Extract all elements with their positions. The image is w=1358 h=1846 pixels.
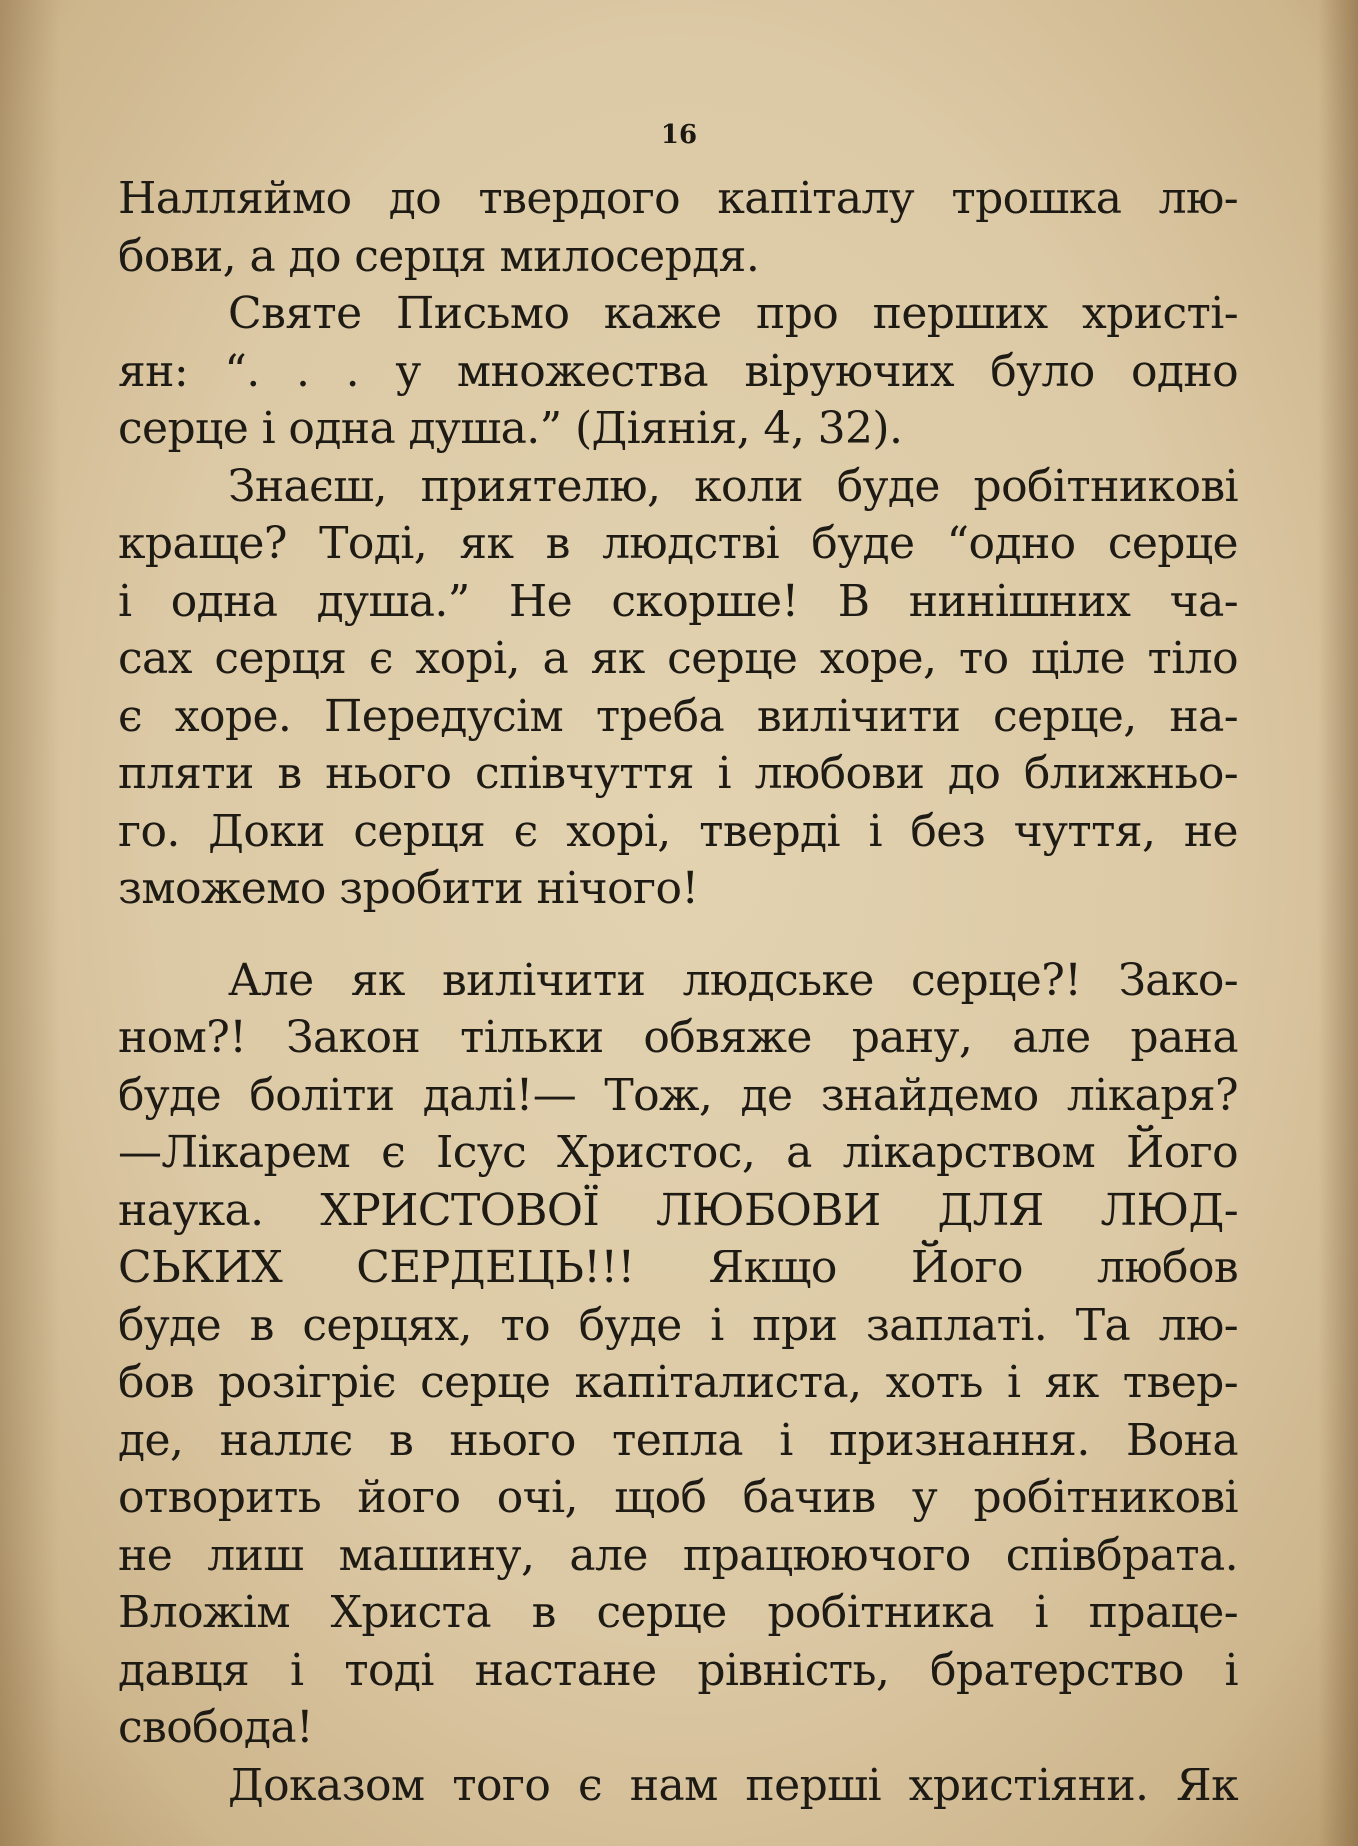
- text-line: Святе Письмо каже про перших христі-: [228, 288, 1238, 339]
- text-line: СЬКИХ СЕРДЕЦЬ!!! Якщо Його любов: [118, 1242, 1238, 1293]
- text-line: свобода!: [118, 1702, 314, 1753]
- text-line: бови, а до серця милосердя.: [118, 230, 760, 282]
- text-line: є хоре. Передусім треба вилічити серце, на-: [118, 690, 1238, 742]
- text-line: бов розігріє серце капіталиста, хоть і як твер-: [118, 1357, 1238, 1408]
- text-line: ян: “. . . у множества віруючих було одно: [118, 345, 1238, 397]
- text-line: —Лікарем є Ісус Христос, а лікарством Його: [118, 1127, 1238, 1178]
- text-line: буде боліти далі!— Тож, де знайдемо лікаря?: [118, 1069, 1238, 1121]
- text-line: не лиш машину, але працюючого співбрата.: [118, 1529, 1238, 1581]
- text-line: буде в серцях, то буде і при заплаті. Та лю-: [118, 1299, 1238, 1351]
- paragraph-gap: [118, 918, 1238, 952]
- body-text: [118, 170, 1238, 1814]
- text-line: Налляймо до твердого капіталу трошка лю-: [118, 173, 1238, 224]
- text-line: Знаєш, приятелю, коли буде робітникові: [228, 460, 1238, 512]
- text-line: Доказом того є нам перші христіяни. Як: [228, 1759, 1238, 1811]
- text-line: пляти в нього співчуття і любови до ближньо-: [118, 748, 1238, 799]
- text-line: ном?! Закон тільки обвяже рану, але рана: [118, 1012, 1238, 1063]
- text-line: сах серця є хорі, а як серце хоре, то ціле тіло: [118, 633, 1238, 684]
- text-line: отворить його очі, щоб бачив у робітникові: [118, 1472, 1238, 1523]
- text-line: го. Доки серця є хорі, тверді і без чуття, не: [118, 805, 1238, 857]
- text-line: давця і тоді настане рівність, братерство і: [118, 1644, 1238, 1696]
- page-shadow-right: [1318, 0, 1358, 1846]
- text-line: серце і одна душа.” (Діянія, 4, 32).: [118, 403, 903, 454]
- page-shadow-left: [0, 0, 60, 1846]
- text-line: і одна душа.” Не скорше! В нинішних ча-: [118, 575, 1238, 627]
- text-line: де, наллє в нього тепла і признання. Вона: [118, 1414, 1238, 1466]
- text-line: зможемо зробити нічого!: [118, 863, 699, 914]
- page-number: 16: [660, 120, 698, 150]
- text-line: Але як вилічити людське серце?! Зако-: [228, 954, 1238, 1006]
- text-line: краще? Тоді, як в людстві буде “одно серце: [118, 518, 1238, 569]
- text-line: наука. ХРИСТОВОЇ ЛЮБОВИ ДЛЯ ЛЮД-: [118, 1184, 1238, 1236]
- text-line: Вложім Христа в серце робітника і праце-: [118, 1587, 1238, 1638]
